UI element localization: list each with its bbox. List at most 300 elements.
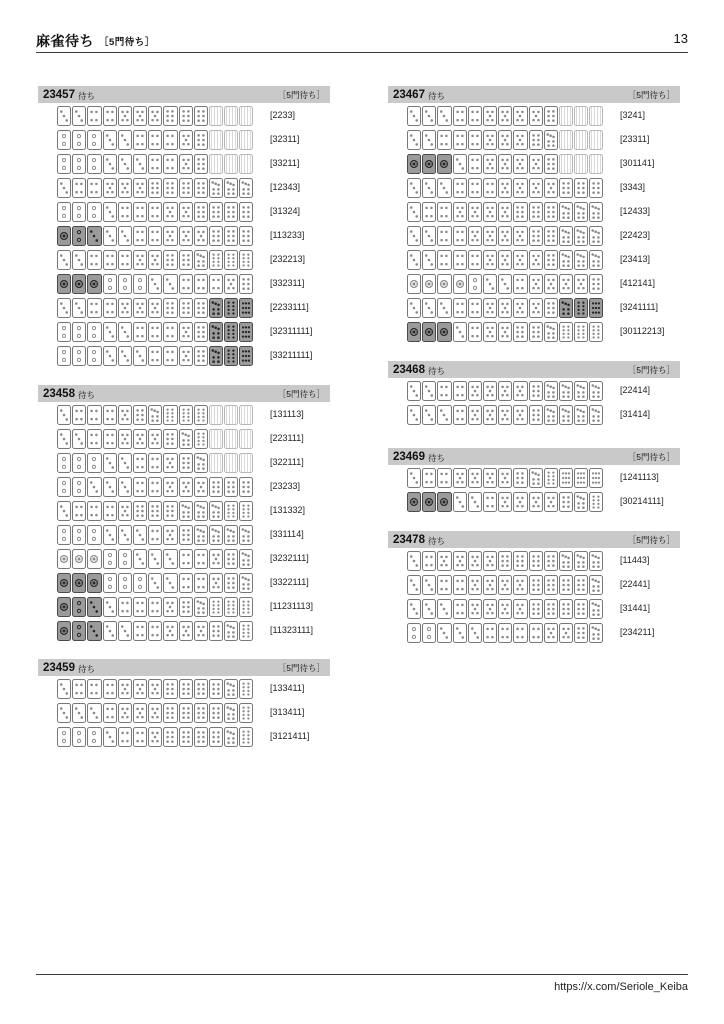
- tile-2p-icon: [407, 623, 421, 643]
- wait-code: [31414]: [620, 409, 651, 419]
- tile-4p-icon: [103, 501, 117, 521]
- section-machi-label: 待ち: [427, 535, 445, 546]
- wait-code: [3322111]: [270, 577, 309, 587]
- tile-1p-icon: [437, 322, 451, 342]
- hand-row-23467-8: [407, 274, 656, 296]
- section-header-23469: [388, 448, 680, 465]
- tile-7p-icon: [224, 621, 238, 641]
- tile-7p-icon: [589, 226, 603, 246]
- tile-6p-icon: [163, 106, 177, 126]
- section-wait-tag: ［5門待ち］: [627, 89, 675, 100]
- hand-row-23467-2: [407, 130, 650, 152]
- tile-7p-icon: [589, 405, 603, 425]
- tile-back-icon: [209, 106, 223, 126]
- tile-6p-icon: [133, 501, 147, 521]
- tile-6p-icon: [574, 178, 588, 198]
- tile-3p-icon: [163, 274, 177, 294]
- wait-code: [11443]: [620, 555, 650, 565]
- tile-1p-icon: [57, 549, 71, 569]
- tile-6p-icon: [529, 405, 543, 425]
- tile-5p-icon: [179, 202, 193, 222]
- tile-4p-icon: [437, 575, 451, 595]
- wait-code: [22414]: [620, 385, 651, 395]
- tile-7p-icon: [589, 381, 603, 401]
- wait-code: [3241111]: [620, 302, 659, 312]
- tile-2p-icon: [72, 154, 86, 174]
- tile-6p-icon: [209, 703, 223, 723]
- tile-5p-icon: [453, 202, 467, 222]
- section-wait-tag: ［5門待ち］: [627, 364, 675, 375]
- wait-code: [1241113]: [620, 472, 659, 482]
- tile-3p-icon: [422, 250, 436, 270]
- section-wait-tag: ［5門待ち］: [627, 534, 675, 545]
- wait-code: [3232111]: [270, 553, 309, 563]
- tile-3p-icon: [72, 429, 86, 449]
- tile-3p-icon: [422, 130, 436, 150]
- tile-6p-icon: [163, 501, 177, 521]
- tile-2p-icon: [57, 525, 71, 545]
- tile-5p-icon: [468, 381, 482, 401]
- tile-5p-icon: [163, 453, 177, 473]
- tile-5p-icon: [513, 178, 527, 198]
- wait-code: [32311111]: [270, 326, 313, 336]
- tile-4p-icon: [179, 549, 193, 569]
- tile-4p-icon: [437, 226, 451, 246]
- tile-4p-icon: [453, 130, 467, 150]
- tile-5p-icon: [483, 250, 497, 270]
- tile-4p-icon: [148, 226, 162, 246]
- tile-6p-icon: [133, 405, 147, 425]
- tile-6p-icon: [224, 549, 238, 569]
- tile-2p-icon: [87, 322, 101, 342]
- tile-7p-icon: [589, 250, 603, 270]
- tile-7p-icon: [529, 468, 543, 488]
- section-wait-number: 23467: [393, 88, 425, 101]
- tile-3p-icon: [57, 429, 71, 449]
- tile-4p-icon: [483, 178, 497, 198]
- tile-3p-icon: [437, 405, 451, 425]
- tile-4p-icon: [483, 623, 497, 643]
- tile-7p-icon: [544, 130, 558, 150]
- tile-3p-icon: [57, 106, 71, 126]
- tile-back-icon: [224, 106, 238, 126]
- tile-5p-icon: [529, 154, 543, 174]
- wait-code: [133411]: [270, 683, 305, 693]
- tile-6p-icon: [574, 599, 588, 619]
- tile-5p-icon: [148, 727, 162, 747]
- tile-4p-icon: [468, 154, 482, 174]
- tile-3p-icon: [468, 492, 482, 512]
- tile-4p-icon: [103, 250, 117, 270]
- hand-row-23458-6: [57, 525, 304, 547]
- tile-5p-icon: [498, 599, 512, 619]
- tile-5p-icon: [118, 429, 132, 449]
- tile-7p-icon: [559, 381, 573, 401]
- section-23458: [38, 385, 330, 645]
- tile-5p-icon: [163, 621, 177, 641]
- tile-5p-icon: [498, 322, 512, 342]
- tile-2p-icon: [87, 453, 101, 473]
- tile-6p-icon: [559, 492, 573, 512]
- tile-1p-icon: [437, 492, 451, 512]
- tile-back-icon: [239, 130, 253, 150]
- tile-6p-icon: [513, 322, 527, 342]
- tile-4p-icon: [133, 322, 147, 342]
- tile-6p-icon: [148, 178, 162, 198]
- tile-9p-icon: [239, 346, 253, 366]
- tile-3p-icon: [422, 178, 436, 198]
- tile-8p-icon: [589, 492, 603, 512]
- tile-4p-icon: [148, 477, 162, 497]
- tile-6p-icon: [574, 623, 588, 643]
- tile-5p-icon: [498, 106, 512, 126]
- tile-6p-icon: [163, 178, 177, 198]
- tile-4p-icon: [148, 130, 162, 150]
- tile-5p-icon: [544, 623, 558, 643]
- hand-row-23467-4: [407, 178, 646, 200]
- tile-7p-icon: [239, 525, 253, 545]
- tile-2p-icon: [72, 621, 86, 641]
- tile-6p-icon: [194, 703, 208, 723]
- wait-code: [131332]: [270, 505, 306, 515]
- wait-code: [12343]: [270, 182, 301, 192]
- tile-back-icon: [239, 154, 253, 174]
- tile-back-icon: [559, 154, 573, 174]
- tile-4p-icon: [529, 623, 543, 643]
- wait-code: [11323111]: [270, 625, 314, 635]
- section-machi-label: 待ち: [427, 452, 445, 463]
- wait-code: [223111]: [270, 433, 304, 443]
- tile-6p-icon: [513, 468, 527, 488]
- tile-8p-icon: [574, 298, 588, 318]
- hand-row-23457-2: [57, 130, 300, 152]
- tile-4p-icon: [148, 154, 162, 174]
- tile-7p-icon: [224, 727, 238, 747]
- tile-6p-icon: [544, 599, 558, 619]
- tile-5p-icon: [483, 551, 497, 571]
- tile-3p-icon: [148, 549, 162, 569]
- tile-2p-icon: [72, 202, 86, 222]
- tile-3p-icon: [72, 298, 86, 318]
- section-wait-tag: ［5門待ち］: [277, 89, 325, 100]
- tile-5p-icon: [498, 468, 512, 488]
- tile-5p-icon: [468, 405, 482, 425]
- tile-5p-icon: [529, 250, 543, 270]
- tile-5p-icon: [483, 468, 497, 488]
- tile-5p-icon: [513, 106, 527, 126]
- tile-2p-icon: [72, 346, 86, 366]
- wait-code: [30112213]: [620, 326, 665, 336]
- tile-7p-icon: [179, 501, 193, 521]
- tile-4p-icon: [468, 250, 482, 270]
- tile-4p-icon: [118, 727, 132, 747]
- tile-4p-icon: [437, 250, 451, 270]
- tile-5p-icon: [513, 575, 527, 595]
- tile-5p-icon: [513, 381, 527, 401]
- wait-code: [412141]: [620, 278, 656, 288]
- tile-7p-icon: [589, 599, 603, 619]
- tile-4p-icon: [87, 106, 101, 126]
- tile-2p-icon: [87, 727, 101, 747]
- tile-5p-icon: [544, 274, 558, 294]
- hand-row-23459-2: [57, 703, 305, 725]
- tile-6p-icon: [179, 178, 193, 198]
- tile-5p-icon: [513, 405, 527, 425]
- tile-3p-icon: [103, 477, 117, 497]
- page-title: [36, 31, 155, 51]
- tile-3p-icon: [103, 226, 117, 246]
- tile-4p-icon: [209, 274, 223, 294]
- hand-row-23458-10: [57, 621, 314, 643]
- tile-8p-icon: [224, 597, 238, 617]
- hand-row-23478-3: [407, 599, 651, 621]
- tile-3p-icon: [422, 106, 436, 126]
- hand-row-23469-2: [407, 492, 664, 514]
- tile-back-icon: [239, 453, 253, 473]
- tile-3p-icon: [407, 298, 421, 318]
- tile-5p-icon: [179, 154, 193, 174]
- tile-9p-icon: [589, 298, 603, 318]
- hand-row-23458-3: [57, 453, 304, 475]
- hand-row-23457-5: [57, 202, 301, 224]
- section-machi-label: 待ち: [77, 663, 95, 674]
- tile-5p-icon: [118, 298, 132, 318]
- hand-row-23457-7: [57, 250, 306, 272]
- tile-4p-icon: [133, 226, 147, 246]
- tile-7p-icon: [544, 381, 558, 401]
- tile-1p-icon: [437, 274, 451, 294]
- hand-row-23457-8: [57, 274, 305, 296]
- tile-4p-icon: [87, 250, 101, 270]
- tile-5p-icon: [498, 178, 512, 198]
- tile-1p-icon: [57, 226, 71, 246]
- tile-6p-icon: [529, 130, 543, 150]
- section-wait-tag: ［5門待ち］: [277, 388, 325, 399]
- tile-6p-icon: [179, 703, 193, 723]
- tile-2p-icon: [57, 346, 71, 366]
- tile-4p-icon: [118, 202, 132, 222]
- tile-back-icon: [209, 154, 223, 174]
- hand-row-23467-7: [407, 250, 651, 272]
- hand-row-23457-6: [57, 226, 305, 248]
- tile-6p-icon: [544, 106, 558, 126]
- tile-back-icon: [224, 154, 238, 174]
- tile-6p-icon: [194, 346, 208, 366]
- tile-4p-icon: [453, 106, 467, 126]
- tile-5p-icon: [544, 492, 558, 512]
- tile-4p-icon: [483, 492, 497, 512]
- hand-row-23478-1: [407, 551, 650, 573]
- tile-6p-icon: [529, 226, 543, 246]
- tile-7p-icon: [194, 501, 208, 521]
- hand-row-23457-4: [57, 178, 301, 200]
- tile-1p-icon: [422, 322, 436, 342]
- section-wait-number: 23457: [43, 88, 75, 101]
- tile-5p-icon: [133, 679, 147, 699]
- tile-5p-icon: [437, 551, 451, 571]
- tile-5p-icon: [118, 703, 132, 723]
- tile-1p-icon: [72, 549, 86, 569]
- tile-6p-icon: [544, 575, 558, 595]
- hand-row-23467-5: [407, 202, 651, 224]
- tile-3p-icon: [57, 405, 71, 425]
- tile-5p-icon: [498, 130, 512, 150]
- tile-6p-icon: [209, 226, 223, 246]
- tile-3p-icon: [407, 106, 421, 126]
- tile-5p-icon: [148, 429, 162, 449]
- tile-5p-icon: [118, 178, 132, 198]
- tile-7p-icon: [224, 178, 238, 198]
- tile-7p-icon: [574, 381, 588, 401]
- tile-4p-icon: [118, 250, 132, 270]
- tile-4p-icon: [133, 202, 147, 222]
- hand-row-23467-1: [407, 106, 646, 128]
- tile-6p-icon: [194, 130, 208, 150]
- tile-8p-icon: [239, 621, 253, 641]
- tile-4p-icon: [498, 623, 512, 643]
- tile-3p-icon: [57, 298, 71, 318]
- section-23468: [388, 361, 680, 429]
- tile-4p-icon: [453, 381, 467, 401]
- tile-8p-icon: [179, 405, 193, 425]
- tile-1p-icon: [407, 154, 421, 174]
- header-rule: [36, 52, 688, 53]
- tile-5p-icon: [163, 477, 177, 497]
- tile-5p-icon: [513, 250, 527, 270]
- tile-4p-icon: [453, 298, 467, 318]
- tile-7p-icon: [239, 573, 253, 593]
- section-machi-label: 待ち: [77, 90, 95, 101]
- tile-3p-icon: [57, 178, 71, 198]
- tile-7p-icon: [559, 202, 573, 222]
- tile-5p-icon: [148, 679, 162, 699]
- hand-row-23478-4: [407, 623, 655, 645]
- tile-4p-icon: [468, 298, 482, 318]
- tile-8p-icon: [224, 322, 238, 342]
- tile-5p-icon: [179, 621, 193, 641]
- wait-code: [301141]: [620, 158, 655, 168]
- tile-3p-icon: [103, 453, 117, 473]
- tile-2p-icon: [103, 549, 117, 569]
- tile-8p-icon: [224, 346, 238, 366]
- wait-code: [22441]: [620, 579, 651, 589]
- tile-4p-icon: [133, 621, 147, 641]
- tile-6p-icon: [239, 477, 253, 497]
- tile-4p-icon: [163, 346, 177, 366]
- tile-4p-icon: [87, 429, 101, 449]
- tile-5p-icon: [498, 575, 512, 595]
- wait-code: [332311]: [270, 278, 305, 288]
- tile-6p-icon: [163, 429, 177, 449]
- wait-code: [2233]: [270, 110, 296, 120]
- tile-8p-icon: [559, 322, 573, 342]
- tile-6p-icon: [529, 575, 543, 595]
- tile-6p-icon: [179, 679, 193, 699]
- tile-4p-icon: [453, 405, 467, 425]
- tile-4p-icon: [103, 106, 117, 126]
- tile-2p-icon: [57, 453, 71, 473]
- wait-code: [2233111]: [270, 302, 309, 312]
- tile-7p-icon: [209, 346, 223, 366]
- tile-3p-icon: [87, 226, 101, 246]
- tile-6p-icon: [163, 298, 177, 318]
- tile-3p-icon: [163, 573, 177, 593]
- tile-5p-icon: [468, 202, 482, 222]
- tile-back-icon: [589, 130, 603, 150]
- tile-9p-icon: [589, 468, 603, 488]
- tile-2p-icon: [57, 130, 71, 150]
- tile-3p-icon: [453, 154, 467, 174]
- tile-7p-icon: [224, 525, 238, 545]
- tile-5p-icon: [133, 250, 147, 270]
- tile-4p-icon: [148, 525, 162, 545]
- tile-3p-icon: [118, 322, 132, 342]
- tile-4p-icon: [133, 727, 147, 747]
- tile-5p-icon: [179, 130, 193, 150]
- tile-6p-icon: [194, 679, 208, 699]
- wait-code: [33211111]: [270, 350, 313, 360]
- tile-1p-icon: [87, 549, 101, 569]
- tile-5p-icon: [133, 178, 147, 198]
- tile-5p-icon: [133, 429, 147, 449]
- tile-2p-icon: [72, 453, 86, 473]
- tile-3p-icon: [118, 346, 132, 366]
- tile-3p-icon: [498, 274, 512, 294]
- tile-2p-icon: [133, 573, 147, 593]
- tile-3p-icon: [118, 477, 132, 497]
- tile-5p-icon: [133, 298, 147, 318]
- tile-3p-icon: [407, 130, 421, 150]
- tile-3p-icon: [118, 154, 132, 174]
- tile-7p-icon: [209, 178, 223, 198]
- tile-back-icon: [559, 130, 573, 150]
- tile-2p-icon: [468, 274, 482, 294]
- tile-6p-icon: [179, 298, 193, 318]
- tile-5p-icon: [194, 226, 208, 246]
- tile-7p-icon: [224, 703, 238, 723]
- tile-3p-icon: [103, 154, 117, 174]
- hand-row-23459-3: [57, 727, 310, 749]
- tile-8p-icon: [209, 250, 223, 270]
- tile-8p-icon: [224, 298, 238, 318]
- tile-6p-icon: [559, 178, 573, 198]
- section-machi-label: 待ち: [77, 389, 95, 400]
- tile-4p-icon: [468, 178, 482, 198]
- tile-5p-icon: [529, 298, 543, 318]
- tile-3p-icon: [133, 154, 147, 174]
- tile-1p-icon: [422, 492, 436, 512]
- tile-7p-icon: [559, 250, 573, 270]
- hand-row-23457-9: [57, 298, 309, 320]
- hand-row-23458-4: [57, 477, 301, 499]
- tile-7p-icon: [179, 429, 193, 449]
- tile-7p-icon: [194, 250, 208, 270]
- section-wait-number: 23478: [393, 533, 425, 546]
- tile-6p-icon: [544, 298, 558, 318]
- tile-4p-icon: [87, 178, 101, 198]
- wait-code: [322111]: [270, 457, 304, 467]
- tile-3p-icon: [103, 130, 117, 150]
- tile-1p-icon: [87, 274, 101, 294]
- tile-4p-icon: [513, 623, 527, 643]
- tile-7p-icon: [209, 501, 223, 521]
- tile-6p-icon: [179, 727, 193, 747]
- tile-5p-icon: [559, 623, 573, 643]
- tile-4p-icon: [148, 597, 162, 617]
- tile-4p-icon: [437, 202, 451, 222]
- wait-code: [3343]: [620, 182, 646, 192]
- tile-1p-icon: [422, 154, 436, 174]
